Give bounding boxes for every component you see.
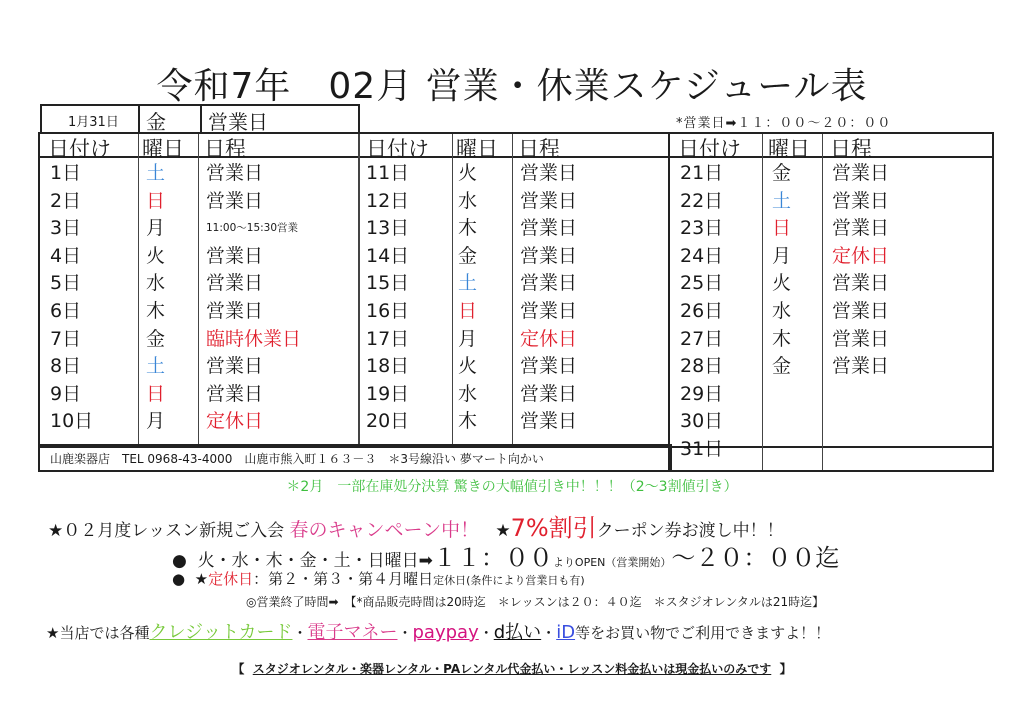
header-date: 日付け	[366, 137, 429, 161]
schedule-status: 営業日	[206, 244, 264, 267]
schedule-weekday: 日	[772, 217, 792, 240]
separator: ・	[292, 624, 308, 642]
schedule-weekday: 月	[146, 410, 166, 433]
schedule-date: 2日	[50, 189, 82, 212]
col-divider	[762, 134, 763, 470]
schedule-weekday: 月	[458, 327, 478, 350]
star-icon: ★	[194, 570, 209, 588]
bullet-icon: ●	[172, 570, 186, 588]
schedule-date: 18日	[366, 355, 410, 378]
schedule-date: 29日	[680, 382, 724, 405]
closed-text: ：第２・第３・第４月曜日	[253, 570, 434, 588]
header-weekday: 曜日	[142, 137, 184, 161]
schedule-date: 14日	[366, 244, 410, 267]
schedule-status: 営業日	[520, 189, 578, 212]
schedule-status: 定休日	[206, 410, 264, 433]
schedule-date: 19日	[366, 382, 410, 405]
payment-prefix: ★当店では各種	[46, 624, 150, 642]
header-date: 日付け	[678, 137, 741, 161]
previous-day-box	[40, 104, 360, 132]
schedule-weekday: 土	[146, 355, 166, 378]
schedule-date: 17日	[366, 327, 410, 350]
cash-note-text: スタジオレンタル・楽器レンタル・PAレンタル代金払い・レッスン料金払いは現金払いのみです	[252, 662, 772, 676]
page-title: 令和7年 02月 営業・休業スケジュール表	[156, 66, 868, 107]
store-info: 山鹿楽器店 TEL 0968-43-4000 山鹿市熊入町１６３－３ ＊3号線沿い 夢マート向かい	[50, 452, 544, 466]
schedule-weekday: 木	[772, 327, 792, 350]
schedule-weekday: 月	[772, 244, 792, 267]
discount-label: 7%割引	[510, 514, 597, 542]
schedule-date: 3日	[50, 217, 82, 240]
schedule-status: 定休日	[832, 244, 890, 267]
schedule-status: 営業日	[206, 162, 264, 184]
prev-date: 1月31日	[68, 115, 119, 130]
schedule-weekday: 金	[146, 327, 166, 350]
bracket: 】	[779, 662, 792, 676]
schedule-date: 12日	[366, 189, 410, 212]
star-icon: ★	[495, 521, 511, 541]
schedule-date: 13日	[366, 217, 410, 240]
closed-label: 定休日	[208, 570, 254, 588]
separator: ・	[397, 624, 413, 642]
schedule-date: 9日	[50, 382, 82, 405]
schedule-date: 24日	[680, 244, 724, 267]
campaign-prefix: ★０２月度レッスン新規ご入会	[48, 521, 285, 541]
schedule-weekday: 日	[146, 189, 166, 212]
cash-only-note	[0, 660, 1024, 677]
schedule-status: 営業日	[206, 189, 264, 212]
schedule-weekday: 木	[458, 217, 478, 240]
schedule-weekday: 金	[458, 244, 478, 267]
schedule-date: 6日	[50, 300, 82, 322]
schedule-status: 営業日	[520, 355, 578, 378]
schedule-status: 営業日	[206, 272, 264, 295]
schedule-status: 臨時休業日	[206, 327, 302, 350]
prev-status: 営業日	[208, 110, 268, 134]
schedule-weekday: 火	[458, 355, 478, 378]
schedule-status: 営業日	[520, 244, 578, 267]
schedule-weekday: 木	[458, 410, 478, 433]
open-start: １１：００	[432, 544, 553, 572]
open-start-note: よりOPEN（営業開始）	[552, 556, 672, 569]
schedule-status: 営業日	[832, 217, 890, 240]
schedule-date: 1日	[50, 162, 82, 184]
schedule-weekday: 土	[772, 189, 792, 212]
payment-suffix: 等をお買い物でご利用できますよ！！	[575, 624, 831, 642]
header-schedule: 日程	[204, 137, 246, 161]
schedule-weekday: 土	[146, 162, 166, 184]
schedule-weekday: 金	[772, 162, 792, 184]
header-schedule: 日程	[830, 137, 872, 161]
schedule-weekday: 日	[458, 300, 478, 322]
open-days: 火・水・木・金・土・日曜日➡	[197, 551, 433, 571]
schedule-date: 11日	[366, 162, 410, 184]
schedule-status: 営業日	[520, 217, 578, 240]
schedule-date: 22日	[680, 189, 724, 212]
campaign-highlight: 春のキャンペーン中！	[289, 519, 480, 541]
header-date: 日付け	[48, 137, 111, 161]
header-weekday: 曜日	[456, 137, 498, 161]
schedule-date: 25日	[680, 272, 724, 295]
schedule-status: 営業日	[206, 382, 264, 405]
credit-card-label: クレジットカード	[149, 622, 293, 643]
col-divider	[452, 134, 453, 444]
schedule-date: 16日	[366, 300, 410, 322]
header-weekday: 曜日	[768, 137, 810, 161]
schedule-date: 26日	[680, 300, 724, 322]
schedule-date: 5日	[50, 272, 82, 295]
schedule-status: 11:00〜15:30営業	[206, 222, 299, 235]
schedule-date: 28日	[680, 355, 724, 378]
schedule-date: 30日	[680, 410, 724, 433]
schedule-weekday: 火	[146, 244, 166, 267]
id-label: iD	[556, 622, 576, 643]
closed-days	[172, 568, 585, 589]
schedule-weekday: 水	[146, 272, 166, 295]
emoney-label: 電子マネー	[307, 622, 398, 643]
schedule-status: 営業日	[206, 300, 264, 322]
schedule-status: 営業日	[832, 189, 890, 212]
schedule-status: 営業日	[832, 327, 890, 350]
schedule-status: 営業日	[832, 355, 890, 378]
schedule-date: 31日	[680, 438, 724, 460]
payment-methods	[46, 618, 830, 644]
schedule-weekday: 木	[146, 300, 166, 322]
schedule-weekday: 火	[772, 272, 792, 295]
schedule-status: 営業日	[832, 300, 890, 322]
separator: ・	[478, 624, 494, 642]
schedule-date: 15日	[366, 272, 410, 295]
divider	[138, 106, 140, 132]
schedule-status: 定休日	[520, 327, 578, 350]
schedule-status: 営業日	[832, 162, 890, 184]
schedule-date: 10日	[50, 410, 94, 433]
divider	[200, 106, 202, 132]
bracket: 【	[232, 662, 245, 676]
business-hours-note: *営業日➡１１：００〜２０：００	[676, 116, 892, 131]
schedule-weekday: 火	[458, 162, 478, 184]
header-schedule: 日程	[518, 137, 560, 161]
schedule-weekday: 水	[772, 300, 792, 322]
schedule-weekday: 水	[458, 189, 478, 212]
store-info-box	[38, 444, 672, 472]
closed-note: 定休日(条件により営業日も有)	[433, 574, 585, 587]
schedule-weekday: 日	[146, 382, 166, 405]
schedule-date: 23日	[680, 217, 724, 240]
col-divider	[138, 134, 139, 444]
schedule-status: 営業日	[520, 300, 578, 322]
schedule-status: 営業日	[832, 272, 890, 295]
schedule-date: 4日	[50, 244, 82, 267]
schedule-weekday: 水	[458, 382, 478, 405]
col-divider	[198, 134, 199, 444]
prev-weekday: 金	[146, 110, 166, 134]
col-divider	[822, 134, 823, 470]
schedule-weekday: 月	[146, 217, 166, 240]
schedule-status: 営業日	[520, 162, 578, 184]
sale-note: ＊2月 一部在庫処分決算 驚きの大幅値引き中！！！（2〜3割値引き）	[286, 479, 738, 495]
dpay-label: d払い	[493, 622, 542, 643]
col-divider	[358, 134, 360, 444]
closing-time-note: ◎営業終了時間➡ 【*商品販売時間は20時迄 ＊レッスンは２０：４０迄 ＊スタジオレンタルは21時迄】	[246, 595, 825, 609]
open-end: 〜２０：００迄	[671, 544, 840, 572]
schedule-status: 営業日	[520, 410, 578, 433]
schedule-date: 27日	[680, 327, 724, 350]
schedule-date: 20日	[366, 410, 410, 433]
campaign-suffix: クーポン券お渡し中！！	[596, 521, 784, 541]
col-divider	[512, 134, 513, 444]
schedule-date: 7日	[50, 327, 82, 350]
separator: ・	[541, 624, 557, 642]
schedule-date: 8日	[50, 355, 82, 378]
schedule-status: 営業日	[520, 382, 578, 405]
schedule-weekday: 土	[458, 272, 478, 295]
bullet-icon: ●	[172, 551, 187, 571]
schedule-date: 21日	[680, 162, 724, 184]
schedule-status: 営業日	[520, 272, 578, 295]
schedule-weekday: 金	[772, 355, 792, 378]
schedule-status: 営業日	[206, 355, 264, 378]
paypay-label: paypay	[412, 622, 479, 643]
